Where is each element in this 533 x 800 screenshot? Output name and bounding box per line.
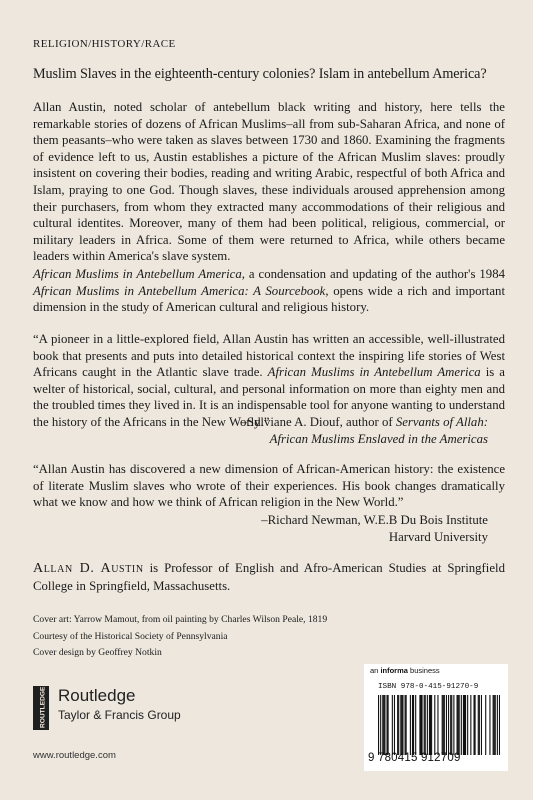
barcode-bar	[450, 695, 451, 755]
barcode-bar	[446, 695, 447, 755]
barcode-bar	[475, 695, 476, 755]
barcode-bar	[386, 695, 387, 755]
barcode-bar	[400, 695, 401, 755]
category-label: RELIGION/HISTORY/RACE	[33, 38, 176, 50]
review-attribution	[28, 512, 488, 545]
author-name: Allan D. Austin	[33, 561, 144, 576]
informa-word: informa	[380, 666, 408, 675]
barcode	[378, 695, 500, 755]
book-summary-paragraph	[33, 266, 505, 316]
summary-text: , opens wide a rich and important dimension in the study of American cultural and religious history.	[33, 283, 505, 315]
barcode-bar	[478, 695, 479, 755]
publisher-website: www.routledge.com	[33, 750, 116, 761]
barcode-bar	[413, 695, 414, 755]
barcode-bar	[405, 695, 406, 755]
book-title: African Muslims in Antebellum America	[33, 267, 242, 281]
credit-line: Cover art: Yarrow Mamout, from oil painting by Charles Wilson Peale, 1819	[33, 614, 328, 625]
barcode-bar	[421, 695, 422, 755]
barcode-bar	[380, 695, 381, 755]
routledge-logo-icon	[33, 686, 49, 730]
barcode-bar	[419, 695, 420, 755]
tagline-text: business	[407, 666, 440, 675]
sourcebook-title: African Muslims in Antebellum America: A Sourcebook	[33, 283, 326, 298]
barcode-bar	[473, 695, 474, 755]
barcode-bar	[457, 695, 458, 755]
barcode-bar	[392, 695, 393, 755]
barcode-bar	[431, 695, 432, 755]
barcode-bar	[448, 695, 449, 755]
logo-vertical-text: ROUTLEDGE	[39, 686, 47, 728]
quote-text: “A pioneer in a little-explored field, Allan Austin has written an accessible, well-illustrated book that presents and puts into detailed historical context the inspiring life stories of West Africans caught in the Atlantic slave trade.	[33, 332, 505, 380]
barcode-panel	[364, 664, 508, 771]
barcode-bar	[437, 695, 438, 755]
cover-credits	[33, 612, 327, 662]
barcode-bar	[429, 695, 430, 755]
credit-line: Cover design by Geoffrey Notkin	[33, 647, 162, 658]
barcode-bar	[495, 695, 496, 755]
publisher-name: Routledge	[58, 686, 136, 705]
summary-text: , a condensation and updating of the author's 1984	[241, 267, 505, 281]
barcode-bar	[470, 695, 471, 755]
barcode-bar	[481, 695, 482, 755]
attribution-name: –Sylviane A. Diouf, author of	[240, 415, 396, 429]
quote-book-title: African Muslims in Antebellum America	[267, 365, 481, 380]
description-paragraph: Allan Austin, noted scholar of antebellum black writing and history, here tells the remarkable stories of dozens of African Muslims–all from sub-Saharan Africa, and none of them peasants–who were taken as slaves between 1730 and 1860. Examining the fragments of evidence left to us, Austin establishes a picture of the African Muslim slaves: proudly insistent on covering their bodies, reading and writing Arabic, respectful of both Africa and Islam, praying to one God. Though slaves, these individuals aroused apprehension among their purchasers, from whom they extracted many accommodations of their religious and cultural identites. Moreover, many of them had been political, religious, commercial, or military leaders in Africa. Some of them were returned to Africa, while others became leaders within America's slave system.	[33, 100, 505, 264]
informa-tagline	[370, 666, 440, 675]
barcode-bar	[430, 695, 431, 755]
credit-line: Courtesy of the Historical Society of Pennsylvania	[33, 630, 228, 642]
barcode-digits: 9 780415 912709	[368, 752, 461, 764]
barcode-bar	[493, 695, 494, 755]
author-bio-text: is Professor of English and Afro-American Studies at Springfield College in Springfield, Massachusetts.	[33, 561, 505, 593]
barcode-bar	[458, 695, 459, 755]
barcode-bar	[461, 695, 462, 755]
quote-text: is a welter of historical, social, cultural, and personal information on more than eighty men and the troubled times they lived in. It is an indispensable tool for anyone wanting to understand the history of the Africans in the New World.”	[33, 365, 505, 429]
barcode-bar	[388, 695, 389, 755]
barcode-bar	[494, 695, 495, 755]
barcode-bar	[434, 695, 435, 755]
barcode-bar	[479, 695, 480, 755]
barcode-bar	[442, 695, 443, 755]
publisher-subtitle: Taylor & Francis Group	[58, 708, 181, 722]
barcode-bar	[427, 695, 428, 755]
barcode-bar	[420, 695, 421, 755]
barcode-bar	[489, 695, 490, 755]
review-attribution	[28, 414, 488, 447]
barcode-bar	[464, 695, 465, 755]
attribution-name: –Richard Newman, W.E.B Du Bois Institute	[261, 513, 488, 527]
barcode-bar	[397, 695, 398, 755]
barcode-bar	[467, 695, 468, 755]
barcode-bar	[415, 695, 416, 755]
barcode-bar	[412, 695, 413, 755]
barcode-bar	[453, 695, 454, 755]
intro-line: Muslim Slaves in the eighteenth-century colonies? Islam in antebellum America?	[33, 66, 487, 82]
barcode-bar	[410, 695, 411, 755]
barcode-bar	[485, 695, 486, 755]
review-quote: “Allan Austin has discovered a new dimension of African-American history: the existence of literate Muslim slaves who wrote of their experiences. His book changes dramatically what we know and how we think of African religion in the New World.”	[33, 462, 505, 510]
barcode-bar	[425, 695, 426, 755]
barcode-bar	[424, 695, 425, 755]
barcode-bar	[406, 695, 407, 755]
barcode-bar	[497, 695, 498, 755]
barcode-bar	[382, 695, 383, 755]
barcode-bar	[401, 695, 402, 755]
barcode-bar	[465, 695, 466, 755]
tagline-text: an	[370, 666, 381, 675]
barcode-bar	[443, 695, 444, 755]
barcode-bar	[499, 695, 500, 755]
barcode-bar	[402, 695, 403, 755]
barcode-bar	[398, 695, 399, 755]
barcode-bar	[378, 695, 379, 755]
barcode-bar	[459, 695, 460, 755]
attribution-institution: Harvard University	[388, 529, 488, 544]
isbn-text: ISBN 978-0-415-91270-9	[378, 683, 479, 691]
barcode-bar	[463, 695, 464, 755]
barcode-bar	[394, 695, 395, 755]
attribution-book: African Muslims Enslaved in the Americas	[269, 431, 488, 446]
attribution-book: Servants of Allah:	[395, 415, 488, 429]
barcode-bar	[451, 695, 452, 755]
barcode-bar	[383, 695, 384, 755]
author-bio	[33, 560, 505, 594]
barcode-bar	[384, 695, 385, 755]
barcode-bar	[444, 695, 445, 755]
